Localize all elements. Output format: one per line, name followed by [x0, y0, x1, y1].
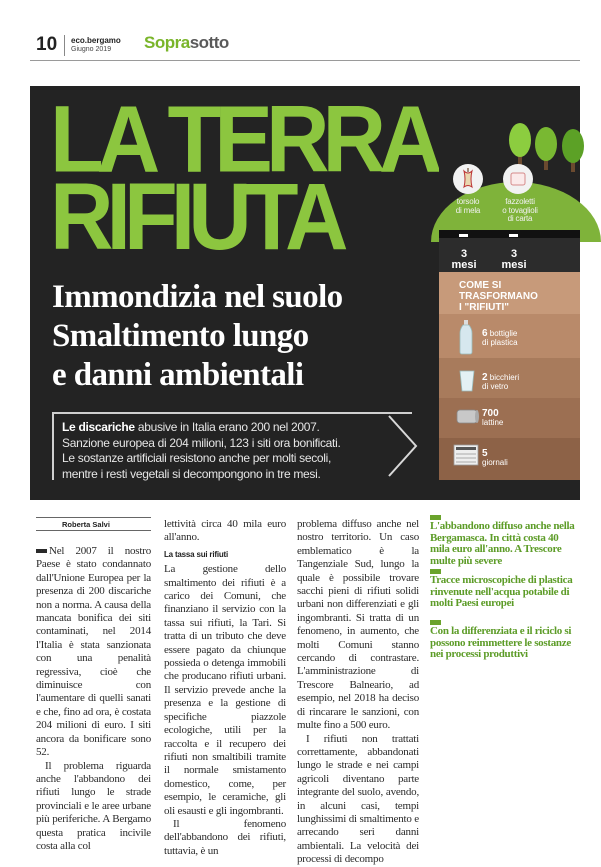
headline-line-3: e danni ambientali	[52, 357, 304, 393]
masthead-rule	[30, 60, 580, 61]
tissue-label-line2: o tovaglioli	[502, 205, 538, 215]
page-number: 10	[36, 34, 58, 55]
infographic-title-line2: TRASFORMANO	[459, 291, 538, 302]
tissue-label	[497, 198, 543, 224]
deck-lead: Le discariche	[62, 420, 135, 434]
kicker-title	[50, 84, 436, 270]
row-plastic-line1: bottiglie	[487, 329, 518, 338]
headline-line-1: Immondizia nel suolo	[52, 279, 343, 315]
deck-line-3: Le sostanze artificiali resistono anche per molti secoli,	[62, 451, 332, 465]
deck-line-2: Sanzione europea di 204 milioni, 123 i siti ora bonificati.	[62, 435, 341, 450]
infographic-title-line3: I "RIFIUTI"	[459, 302, 510, 313]
infographic-title	[459, 280, 538, 313]
paragraph: Il problema riguarda anche l'abbandono dei rifiuti lungo le strade provinciali e le aree urbane più periferiche. A Bergamo questa pratica incivile costa alla col	[36, 759, 151, 852]
article-column-1	[36, 545, 151, 853]
newspaper-icon	[453, 444, 479, 466]
duration-apple-value: 3	[460, 248, 468, 260]
hero-banner	[30, 86, 580, 500]
row-newspaper-line2: giornali	[482, 457, 508, 467]
headline-line-2: Smaltimento lungo	[52, 318, 309, 354]
tree-icon	[535, 126, 557, 170]
duration-tissue-value: 3	[510, 248, 518, 260]
apple-core-icon	[453, 164, 483, 194]
apple-core-label-line1: torsolo	[456, 197, 480, 206]
paragraph: Il fenomeno dell'abbandono dei rifiuti, tuttavia, è un	[164, 817, 286, 857]
article-column-3	[297, 518, 419, 867]
masthead	[0, 0, 580, 66]
section-title-part2: sotto	[189, 33, 229, 52]
headline	[52, 278, 343, 395]
highlight-item	[430, 620, 580, 661]
subheading: La tassa sui rifiuti	[164, 549, 229, 559]
duration-apple	[447, 249, 481, 271]
row-newspaper-count: 5	[482, 448, 488, 459]
section-title	[144, 33, 229, 53]
row-can-line2: lattine	[482, 417, 504, 427]
infographic-title-line1: COME SI	[459, 280, 502, 291]
row-plastic-label	[482, 330, 518, 347]
row-can-label	[482, 410, 503, 427]
byline: Roberta Salvi	[36, 517, 151, 531]
deck-line-1: abusive in Italia erano 200 nel 2007.	[134, 420, 320, 434]
tissue-icon	[503, 164, 533, 194]
kicker-line-1: LA TERRA	[50, 84, 436, 192]
kicker-line-2: RIFIUTA	[50, 162, 342, 270]
issue-date: Giugno 2019	[71, 46, 112, 53]
highlight-text: Con la differenziata e il riciclo si possono reimmettere le sostanze nei processi produttivi	[430, 625, 572, 661]
decomposition-infographic	[439, 86, 580, 500]
section-title-part1: Sopra	[144, 33, 190, 52]
plastic-bottle-icon	[459, 320, 473, 354]
tree-icon	[509, 122, 531, 166]
paragraph-marker	[36, 549, 47, 553]
paragraph: lettività circa 40 mila euro all'anno.	[164, 518, 286, 544]
row-plastic-count: 6	[482, 328, 488, 339]
duration-apple-unit: mesi	[451, 259, 477, 271]
can-icon	[455, 404, 479, 428]
highlight-text: L'abbandono diffuso anche nella Bergamasca. In città costa 40 mila euro all'anno. A Trescore multe più severe	[430, 520, 575, 567]
apple-core-label-line2: di mela	[455, 205, 481, 215]
duration-tissue	[497, 249, 531, 271]
paragraph-text: Nel 2007 il nostro Paese è stato condannato dall'Unione Europea per la presenza di 200 discariche non a norma. A causa della mancata bonifica dei siti contaminati, nel 2014 l'Italia è stata sanzionata con una penalità regressiva, cioè che diminuisce con l'aumentare di quelli sanati e che, fino ad ora, è costata 204 milioni di euro. I siti ancora da bonificare sono 52.	[36, 545, 151, 759]
masthead-divider	[64, 35, 65, 56]
row-glass-line1: bicchieri	[487, 373, 520, 382]
paragraph: problema diffuso anche nel nostro territorio. Un caso emblematico è la Tangenziale Sud, lungo la quale è possibile trovare sacchi pieni di rifiuti solidi urbani non differenziati e gli ingombranti. Si tratta di un fenomeno, in aumento, che molti Comuni stanno cercando di contrastare. L'amministrazione di Trescore Balneario, ad esempio, nel 2018 ha deciso di rincarare le sanzioni, con multe fino a 500 euro.	[297, 518, 419, 732]
tissue-label-line3: di carta	[507, 214, 533, 223]
row-plastic-line2: di plastica	[482, 337, 518, 347]
chevron-right-icon	[386, 414, 418, 478]
highlight-text: Tracce microscopiche di plastica rinvenute nell'acqua potabile di molti Paesi europei	[430, 574, 573, 610]
duration-tissue-unit: mesi	[501, 259, 527, 271]
deck-summary	[52, 412, 412, 480]
row-glass-label	[482, 374, 519, 391]
paragraph: La gestione dello smaltimento dei rifiuti è a carico dei Comuni, che finanziano il servizio con la tassa sui rifiuti, la Tari. Si tratta di un tributo che deve essere pagato da chiunque possieda o detenga immobili che producano rifiuti urbani. Il servizio prevede anche la presenza e la gestione di specifiche piazzole ecologiche, utili per la raccolta e il recupero dei rifiuti non smaltibili tramite il normale smistamento domestico, come, per esempio, le ceramiche, gli oli esausti e gli ingombranti.	[164, 563, 286, 817]
highlight-item	[430, 515, 580, 567]
row-can-count: 700	[482, 408, 499, 419]
article-column-2	[164, 518, 286, 858]
depth-marker	[459, 234, 468, 237]
deck-line-4: mentre i resti vegetali si decompongono in tre mesi.	[62, 466, 321, 481]
row-newspaper-label	[482, 450, 508, 467]
glass-icon	[459, 370, 475, 392]
paragraph: I rifiuti non trattati correttamente, abbandonati lungo le strade e nei campi agricoli diventano parte integrante del suolo, avendo, in alcuni casi, tempi lunghissimi di smaltimento e arrecando seri danni ambientali. La velocità dei processi di decompo	[297, 732, 419, 866]
apple-core-label	[448, 198, 488, 215]
publication-name: eco.bergamo	[71, 36, 121, 45]
tree-icon	[562, 128, 584, 172]
tissue-label-line1: fazzoletti	[505, 197, 535, 206]
depth-marker	[509, 234, 518, 237]
row-glass-count: 2	[482, 372, 488, 383]
row-glass-line2: di vetro	[482, 381, 509, 391]
highlight-item	[430, 569, 580, 610]
paragraph	[36, 545, 151, 760]
